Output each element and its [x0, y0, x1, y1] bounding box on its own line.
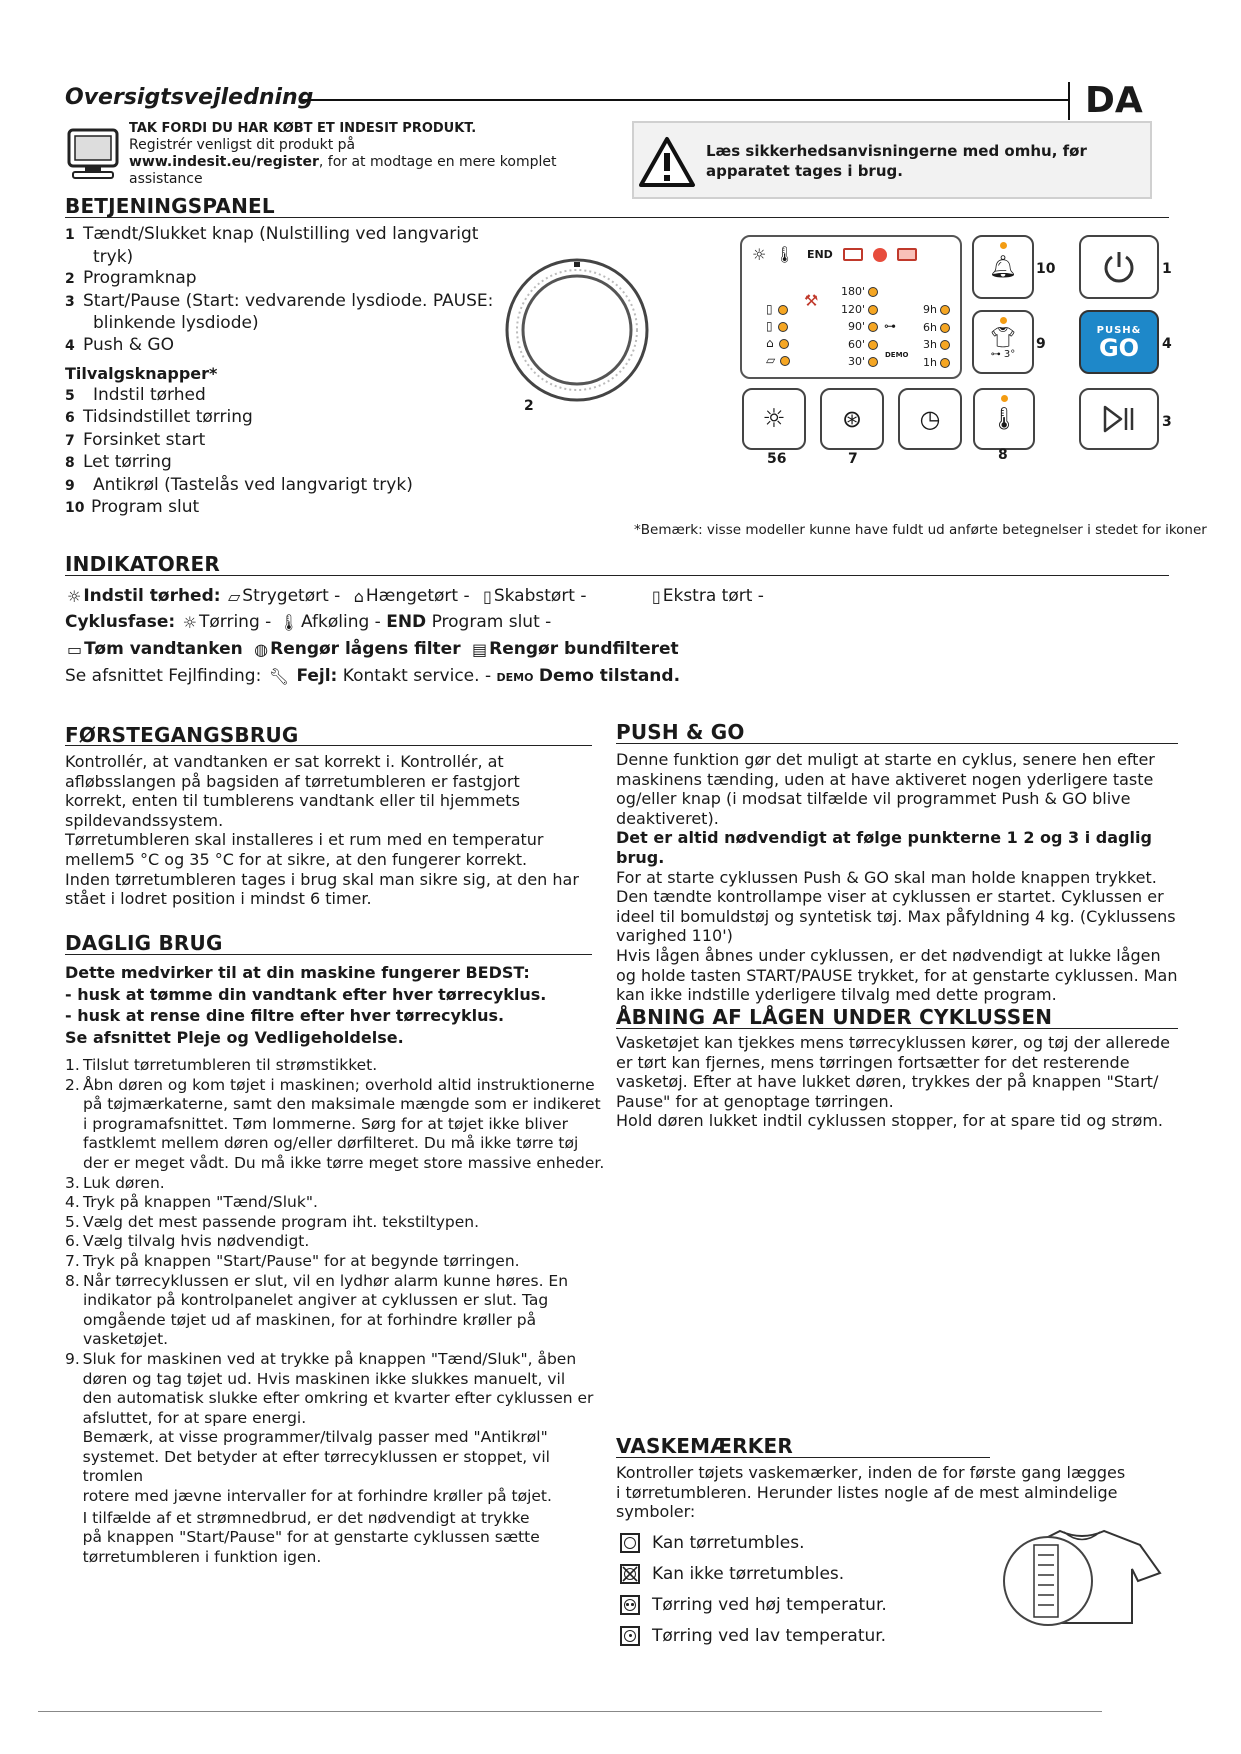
daily-rule: [65, 954, 592, 955]
care-symbol-row: Tørring ved lav temperatur.: [620, 1626, 886, 1646]
option-item: 8 Let tørring: [65, 452, 172, 472]
option-item: 10 Program slut: [65, 497, 200, 517]
sun-icon: ☼: [752, 245, 767, 264]
option-item: 6 Tidsindstillet tørring: [65, 407, 253, 427]
knob-label: 2: [524, 398, 534, 414]
panel-item: 2 Programknap: [65, 268, 197, 288]
gentle-dry-button[interactable]: [973, 388, 1035, 450]
thermometer-icon: 🌡: [774, 245, 795, 264]
dryness-leds: [764, 301, 790, 369]
warning-box: [632, 121, 1152, 199]
push-go-main: GO: [1098, 333, 1140, 362]
low-temp-dry-icon: [620, 1626, 640, 1646]
page-title: Oversigtsvejledning: [65, 85, 314, 110]
push-go-text: Denne funktion gør det muligt at starte en cyklus, senere hen efter maskinens tænding, uden at have aktiveret nogen yderligere taste og/eller knap (i modsat tilfælde vil programmet Push & GO blive deaktiveret). Det er altid nødvendigt at følge punkterne 1 2 og 3 i daglig brug. For at starte cyklussen Push & GO skal man holde knappen trykket. Den tændte kontrollampe viser at cyklussen er startet. Cyklussen er ideel til bomuldstøj og syntetisk tøj. Max påfyldning 4 kg. (Cyklussens varighed 110') Hvis lågen åbnes under cyklussen, er det nødvendigt at lukke lågen og holde tasten START/PAUSE trykket, for at genstarte cyklussen. Man kan ikke indstille yderligere tilvalg med dette program.: [616, 750, 1186, 1005]
clock-icon: ◷: [919, 405, 941, 433]
no-tumble-dry-icon: [620, 1564, 640, 1584]
start-pause-label: 3: [1162, 414, 1172, 430]
indicators-rule: [65, 575, 1169, 576]
start-pause-button[interactable]: [1079, 388, 1159, 450]
panel-item-cont: blinkende lysdiode): [93, 313, 259, 333]
section-title-panel: BETJENINGSPANEL: [65, 194, 275, 218]
display-panel: [740, 235, 962, 379]
extra-cupboard-icon: ▯: [651, 586, 661, 606]
daily-steps: [65, 1056, 605, 1567]
cooling-icon: 🌡: [278, 612, 299, 632]
step-item: 1. Tilslut tørretumbleren til strømstikket.: [65, 1056, 378, 1074]
anticrease-label: 9: [1036, 336, 1046, 352]
power-icon: [1100, 248, 1138, 286]
first-use-rule: [65, 745, 592, 746]
time-leds-right: 9h 6h 3h 1h: [910, 301, 950, 371]
care-symbol-row: Kan tørretumbles.: [620, 1533, 805, 1553]
push-go-top: PUSH&: [1096, 324, 1142, 336]
anticrease-button[interactable]: [972, 310, 1034, 374]
care-text: Kontroller tøjets vaskemærker, inden de for første gang lægges i tørretumbleren. Herunder listes nogle af de mest almindelige symboler:: [616, 1463, 1126, 1522]
delay-start-button[interactable]: [898, 388, 962, 450]
hanger-icon: ⌂: [353, 586, 364, 606]
hanger-dry-led: ⌂: [764, 335, 790, 352]
warning-icon: [638, 135, 696, 193]
end-signal-button[interactable]: [972, 235, 1034, 299]
water-tank-icon: [843, 248, 863, 261]
lang-divider: [1068, 82, 1070, 120]
section-title-daily: DAGLIG BRUG: [65, 931, 223, 955]
step-item: 7. Tryk på knappen "Start/Pause" for at begynde tørringen.: [65, 1251, 520, 1270]
panel-item-cont: tryk): [93, 246, 134, 267]
warning-text: Læs sikkerhedsanvisningerne med omhu, før apparatet tages i brug.: [706, 142, 1087, 180]
shirt-icon: 👕︎: [990, 324, 1016, 349]
computer-icon: [65, 128, 121, 180]
demo-indicator: DEMO: [885, 351, 909, 359]
thermo-sun-icon: 🌡: [990, 406, 1018, 432]
end-label: END: [386, 612, 427, 632]
cupboard-dry-led: ▯: [764, 301, 790, 318]
time-leds-left: 180' 120' 90' 60' 30': [834, 283, 878, 371]
panel-item: 1 Tændt/Slukket knap (Nulstilling ved langvarigt: [65, 224, 479, 244]
register-line3: assistance: [129, 171, 203, 187]
extra-dry-led: ▯: [764, 318, 790, 335]
play-pause-icon: [1101, 404, 1137, 434]
bottom-filter-icon: [897, 248, 917, 261]
register-text: [129, 120, 599, 188]
bell-icon: 🔔︎: [989, 254, 1017, 280]
section-title-care: VASKEMÆRKER: [616, 1434, 793, 1458]
sun-icon: ☼: [762, 404, 786, 434]
tumble-dry-ok-icon: [620, 1533, 640, 1553]
indicator-line-dryness: ☼ Indstil tørhed: ⏥ Strygetørt - ⌂ Hængetørt - ▯ Skabstørt - ▯ Ekstra tørt -: [67, 586, 764, 606]
power-button[interactable]: [1079, 235, 1159, 299]
key-icon: ⊶: [990, 348, 1001, 360]
section-title-push-go: PUSH & GO: [616, 720, 745, 744]
cupboard-icon: ▯: [483, 586, 492, 606]
door-text: Vasketøjet kan tjekkes mens tørrecyklussen kører, og tøj der allerede er tørt kan fjernes, mens tørringen fortsætter for det resterende vasketøj. Efter at have lukket døren, trykkes der på knappen "Start/ Pause" for at genoptage tørringen. Hold døren lukket indtil cyklussen stopper, for at spare tid og strøm.: [616, 1033, 1170, 1131]
step-item: 6. Vælg tilvalg hvis nødvendigt.: [65, 1232, 310, 1251]
indicator-line-maintenance: ▭ Tøm vandtanken ◍ Rengør lågens filter ▤ Rengør bundfilteret: [67, 639, 679, 659]
care-rule: [616, 1457, 990, 1458]
timed-dry-button[interactable]: [820, 388, 884, 450]
end-signal-label: 10: [1036, 261, 1056, 277]
power-label: 1: [1162, 261, 1172, 277]
water-tank-icon: ▭: [67, 639, 83, 659]
tshirt-label-illustration: [1000, 1523, 1165, 1633]
options-title: Tilvalgsknapper*: [65, 364, 218, 383]
step-item: 3. Luk døren.: [65, 1173, 165, 1192]
register-thanks: TAK FORDI DU HAR KØBT ET INDESIT PRODUKT.: [129, 121, 477, 136]
indicator-line-error: Se afsnittet Fejlfinding: 🔧︎ Fejl: Kontakt service. - DEMO Demo tilstand.: [65, 666, 681, 686]
panel-rule: [65, 217, 1169, 218]
register-link[interactable]: www.indesit.eu/register: [129, 154, 319, 170]
panel-item: 4 Push & GO: [65, 334, 174, 355]
push-go-rule: [616, 743, 1178, 744]
first-use-text: Kontrollér, at vandtanken er sat korrekt i. Kontrollér, at afløbsslangen på bagsiden af tørretumbleren er fastgjort korrekt, enten til tumblerens vandtank eller til hjemmets spildevandssystem. Tørretumbleren skal installeres i et rum med en temperatur mellem5 °C og 35 °C for at sikre, at den fungerer korrekt. Inden tørretumbleren tages i brug skal man sikre sig, at den har stået i lodret position i mindst 6 timer.: [65, 752, 579, 909]
door-rule: [616, 1028, 1178, 1029]
care-symbol-row: Kan ikke tørretumbles.: [620, 1564, 844, 1584]
panel-list: [65, 224, 505, 520]
option-item: 9 Antikrøl (Tastelås ved langvarigt tryk): [65, 474, 413, 495]
gentle-dry-label: 8: [998, 447, 1008, 463]
door-filter-icon: [873, 248, 887, 262]
push-go-button[interactable]: [1079, 310, 1159, 374]
section-title-first-use: FØRSTEGANGSBRUG: [65, 723, 299, 747]
status-icons-row: [750, 245, 917, 264]
panel-note: *Bemærk: visse modeller kunne have fuldt ud anførte betegnelser i stedet for ikoner: [634, 522, 1207, 538]
iron-icon: ⏥: [227, 586, 241, 606]
anticrease-temp: 3°: [1003, 348, 1016, 360]
push-go-bold: Det er altid nødvendigt at følge punkterne 1 2 og 3 i daglig brug.: [616, 828, 1152, 867]
step-item: 2. Åbn døren og kom tøjet i maskinen; overhold altid instruktionerne på tøjmærkaterne, samt den maksimale mængde som er indikeret i programafsnittet. Tøm lommerne. Sørg for at tøjet ikke bliver fastklemt mellem døren og/eller dørfilteret. Du må ikke tørre tøj der er meget vådt. Du må ikke tørre meget store massive enheder.: [65, 1075, 605, 1172]
section-title-door: ÅBNING AF LÅGEN UNDER CYKLUSSEN: [616, 1005, 1053, 1029]
panel-item: 3 Start/Pause (Start: vedvarende lysdiode. PAUSE:: [65, 290, 494, 311]
indicator-line-phase: Cyklusfase: ☼ Tørring - 🌡 Afkøling - END Program slut -: [65, 612, 552, 632]
step-item: 8. Når tørrecyklussen er slut, vil en lydhør alarm kunne høres. En indikator på kontrolpanelet angiver at cyklussen er slut. Tag omgående tøjet ud af maskinen, for at forhindre krøller på vasketøjet.: [65, 1271, 569, 1349]
program-knob[interactable]: [503, 256, 651, 404]
wrench-icon: 🔧︎: [268, 666, 290, 686]
dryness-button[interactable]: [742, 388, 806, 450]
push-go-label: 4: [1162, 336, 1172, 352]
register-line1: Registrér venligst dit produkt på: [129, 137, 356, 153]
high-temp-dry-icon: [620, 1595, 640, 1615]
end-indicator: END: [806, 248, 833, 261]
option-item: 5 Indstil tørhed: [65, 384, 206, 405]
timed-dry-label: 7: [848, 451, 858, 467]
door-filter-icon: ◍: [254, 639, 269, 659]
footer-rule: [38, 1711, 1102, 1712]
header-rule: [302, 99, 1070, 101]
sun-icon: ☼: [182, 612, 197, 632]
step-item: 9. Sluk for maskinen ved at trykke på knappen "Tænd/Sluk", åben døren og tag tøjet ud. Hvis maskinen ikke slukkes manuelt, vil den automatisk slukke efter omkring et kvarter efter cyklussen er afsluttet, for at spare energi. Bemærk, at visse programmer/tilvalg passer med "Antikrøl" systemet. Det betyder at efter tørrecyklussen er stoppet, vil tromlen rotere med jævne intervaller for at forhindre krøller på tøjet. I tilfælde af et strømnedbrud, er det nødvendigt at trykke på knappen "Start/Pause" for at genstarte cyklussen sætte tørretumbleren i funktion igen.: [65, 1349, 594, 1566]
daily-bold-block: Dette medvirker til at din maskine fungerer BEDST: - husk at tømme din vandtank efter hver tørrecyklus. - husk at rense dine filtre efter hver tørrecyklus. Se afsnittet Pleje og Vedligeholdelse.: [65, 963, 547, 1047]
dryness-label: 56: [767, 451, 787, 467]
wrench-icon: ⚒: [804, 291, 819, 310]
register-line2: , for at modtage en mere komplet: [318, 154, 557, 170]
option-item: 7 Forsinket start: [65, 429, 206, 450]
key-lock-icon: ⊶: [884, 319, 896, 333]
iron-dry-led: ⏥: [764, 352, 790, 369]
language-code: DA: [1085, 80, 1143, 121]
step-item: 5. Vælg det mest passende program iht. tekstiltypen.: [65, 1212, 480, 1231]
sun-icon: ☼: [67, 586, 82, 606]
step-item: 4. Tryk på knappen "Tænd/Sluk".: [65, 1193, 318, 1212]
care-symbol-row: Tørring ved høj temperatur.: [620, 1595, 887, 1615]
timed-sun-icon: ⊛: [841, 405, 863, 433]
section-title-indicators: INDIKATORER: [65, 552, 220, 576]
demo-label: DEMO: [496, 671, 534, 684]
bottom-filter-icon: ▤: [472, 639, 488, 659]
